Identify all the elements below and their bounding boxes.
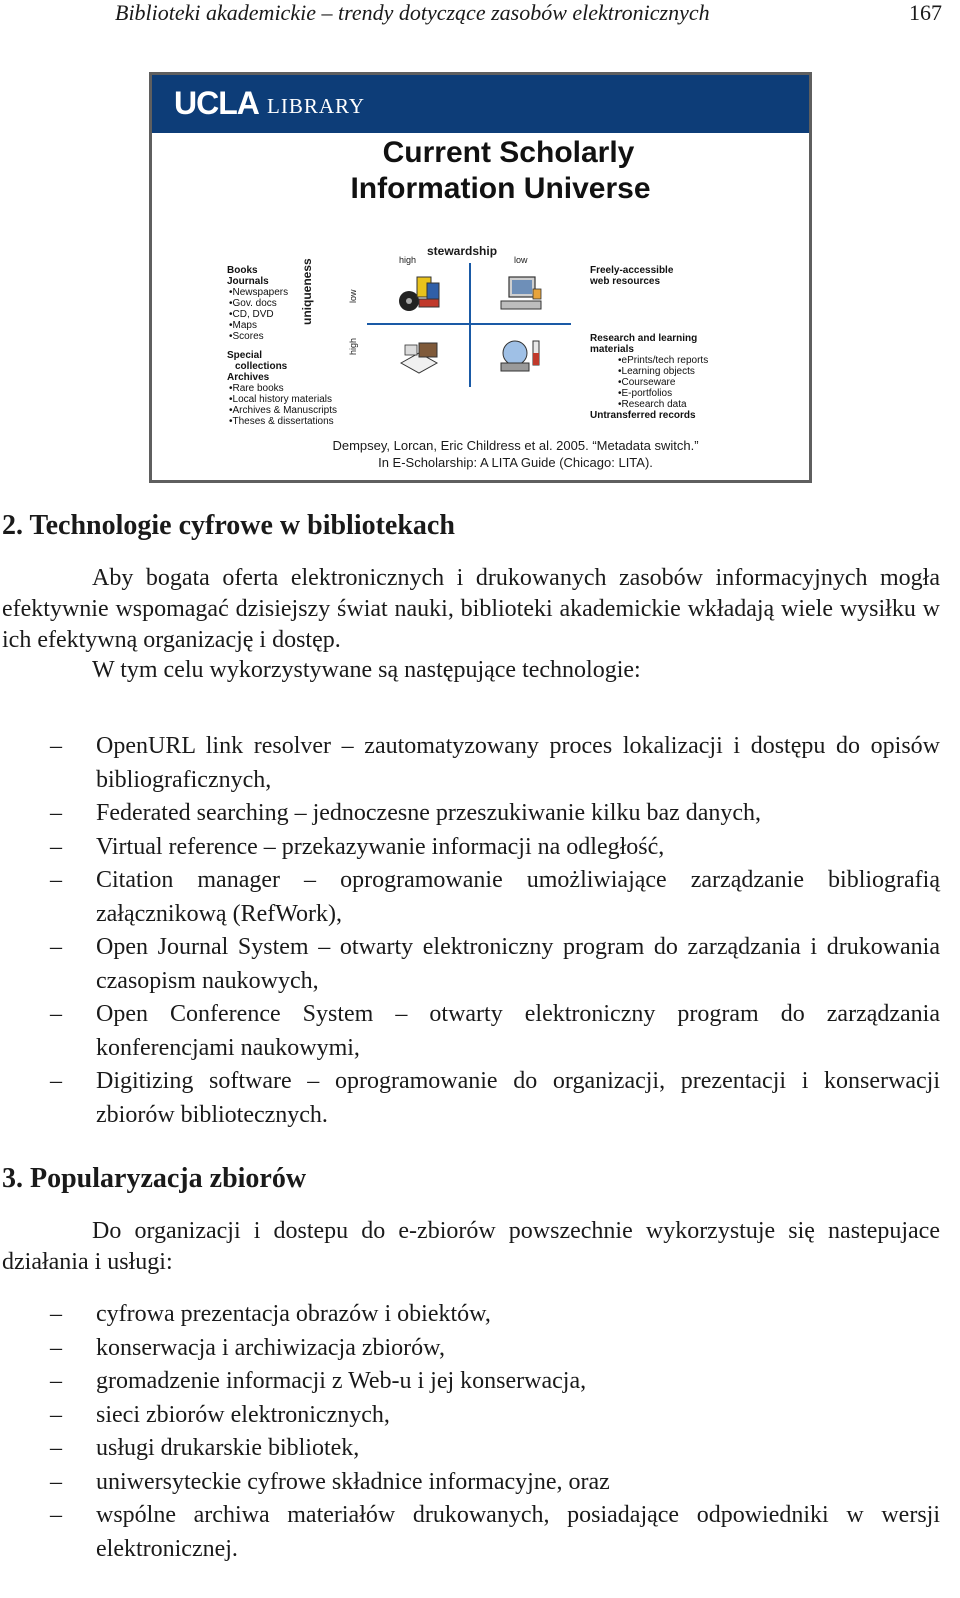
stewardship-label: stewardship xyxy=(427,244,498,258)
list-item: •Newspapers xyxy=(229,287,289,298)
list-dash: – xyxy=(50,1001,62,1027)
list-item-text: Federated searching – jednoczesne przeszukiwanie kilku baz danych, xyxy=(96,800,762,826)
section2-heading: 2. Technologie cyfrowe w bibliotekach xyxy=(2,510,455,541)
list-item: •Maps xyxy=(229,320,257,331)
stewardship-low: low xyxy=(514,255,528,265)
grid-vertical-line xyxy=(469,263,471,387)
services-list xyxy=(0,1298,940,1566)
slide-title-line2: Information Universe xyxy=(350,172,651,205)
list-item: •Research data xyxy=(618,399,687,410)
list-item: •Theses & dissertations xyxy=(229,416,334,427)
right-group2-title2: materials xyxy=(590,344,634,355)
list-item-text: Digitizing software – oprogramowanie do organizacji, prezentacji i konserwacji zbiorów bibliotecznych. xyxy=(96,1068,940,1128)
list-item: •Local history materials xyxy=(229,394,332,405)
citation-line1: Dempsey, Lorcan, Eric Childress et al. 2005. “Metadata switch.” xyxy=(332,438,699,453)
list-dash: – xyxy=(50,833,62,860)
left-group2-title3: Archives xyxy=(227,372,270,383)
list-item: •ePrints/tech reports xyxy=(618,355,709,366)
list-item-text: usługi drukarskie bibliotek, xyxy=(96,1435,360,1461)
slide-title xyxy=(152,135,809,207)
section3-paragraph: Do organizacji i dostepu do e-zbiorów powszechnie wykorzystuje się nastepujace działania i usługi: xyxy=(2,1218,940,1275)
list-item: •E-portfolios xyxy=(618,388,673,399)
uniqueness-high: high xyxy=(348,337,358,355)
list-item: •Scores xyxy=(229,331,264,342)
list-item: •CD, DVD xyxy=(229,309,274,320)
left-group2-title2: collections xyxy=(235,361,288,372)
list-dash: – xyxy=(50,800,62,826)
left-resource-list xyxy=(227,265,347,427)
list-item xyxy=(0,931,940,998)
list-item-text: gromadzenie informacji z Web-u i jej konserwacja, xyxy=(96,1368,587,1394)
right-resource-list-bottom xyxy=(590,333,770,421)
right-group2-footer: Untransferred records xyxy=(590,410,696,421)
list-item: •Learning objects xyxy=(618,366,695,377)
figure-citation xyxy=(152,437,809,471)
list-item-text: OpenURL link resolver – zautomatyzowany proces lokalizacji i dostępu do opisów bibliograficznych, xyxy=(96,733,940,793)
list-item: •Archives & Manuscripts xyxy=(229,405,337,416)
list-item-text: sieci zbiorów elektronicznych, xyxy=(96,1401,390,1428)
grid-horizontal-line xyxy=(367,323,571,325)
computer-icon xyxy=(497,275,545,315)
citation-line2: In E-Scholarship: A LITA Guide (Chicago: LITA). xyxy=(378,455,653,470)
list-item xyxy=(0,1298,940,1332)
list-item: •Gov. docs xyxy=(229,298,277,309)
quadrant-grid xyxy=(367,263,571,387)
section3-heading: 3. Popularyzacja zbiorów xyxy=(2,1163,307,1194)
list-dash: – xyxy=(50,1068,62,1094)
list-item-text: cyfrowa prezentacja obrazów i obiektów, xyxy=(96,1301,491,1327)
list-item xyxy=(0,1332,940,1366)
list-item xyxy=(0,797,940,831)
books-and-media-icon xyxy=(397,273,445,313)
list-dash: – xyxy=(50,867,62,893)
technology-list xyxy=(0,730,940,1132)
list-item xyxy=(0,1499,940,1566)
list-item: •Courseware xyxy=(618,377,676,388)
list-item-text: Open Conference System – otwarty elektroniczny program do zarządzania konferencjami naukowymi, xyxy=(96,1001,940,1061)
library-logo-text: LIBRARY xyxy=(267,94,366,118)
ucla-logo: UCLA xyxy=(174,85,259,121)
list-item xyxy=(0,998,940,1065)
page-number: 167 xyxy=(909,0,942,25)
list-item xyxy=(0,730,940,797)
list-item xyxy=(0,864,940,931)
list-dash: – xyxy=(50,1401,62,1428)
list-item: •Rare books xyxy=(229,383,284,394)
research-equipment-icon xyxy=(497,335,545,375)
right-group2-title1: Research and learning xyxy=(590,333,698,344)
right-group1-title1: Freely-accessible xyxy=(590,265,674,276)
figure-slide xyxy=(149,72,812,483)
slide-banner xyxy=(152,75,809,133)
list-item-text: uniwersyteckie cyfrowe składnice informacyjne, oraz xyxy=(96,1468,610,1495)
list-item xyxy=(0,1365,940,1399)
list-dash: – xyxy=(50,1301,62,1327)
list-dash: – xyxy=(50,733,62,759)
uniqueness-low: low xyxy=(348,289,358,303)
left-group2-items xyxy=(227,383,347,427)
list-item-text: Virtual reference – przekazywanie informacji na odległość, xyxy=(96,833,665,860)
section2-intro: W tym celu wykorzystywane są następujące technologie: xyxy=(92,657,641,683)
list-dash: – xyxy=(50,1502,62,1528)
left-group1-title1: Books xyxy=(227,265,258,276)
list-item-text: Citation manager – oprogramowanie umożliwiające zarządzanie bibliografią załącznikową (RefWork), xyxy=(96,867,940,927)
left-group1-items xyxy=(227,287,347,342)
list-item xyxy=(0,1399,940,1433)
section2-paragraph: Aby bogata oferta elektronicznych i drukowanych zasobów informacyjnych mogła efektywnie wspomagać dzisiejszy świat nauki, biblioteki akademickie wkładają wiele wysiłku w ich efektywną organizację i dostęp. xyxy=(2,565,940,653)
list-dash: – xyxy=(50,1368,62,1394)
list-dash: – xyxy=(50,934,62,960)
documents-icon xyxy=(397,337,445,377)
right-group1-title2: web resources xyxy=(590,276,661,287)
list-item xyxy=(0,831,940,865)
list-item-text: konserwacja i archiwizacja zbiorów, xyxy=(96,1334,445,1361)
list-item xyxy=(0,1065,940,1132)
list-item-text: Open Journal System – otwarty elektroniczny program do zarządzania i drukowania czasopism naukowych, xyxy=(96,934,940,994)
left-group2-title1: Special xyxy=(227,350,263,361)
list-item-text: wspólne archiwa materiałów drukowanych, posiadające odpowiedniki w wersji elektronicznej. xyxy=(96,1502,940,1562)
stewardship-high: high xyxy=(399,255,417,265)
running-header xyxy=(0,0,960,28)
slide-title-line1: Current Scholarly xyxy=(382,136,635,169)
list-dash: – xyxy=(50,1334,62,1361)
right-group2-items xyxy=(590,355,770,410)
running-header-title: Biblioteki akademickie – trendy dotyczące zasobów elektronicznych xyxy=(115,0,710,25)
right-resource-list-top xyxy=(590,265,770,287)
list-dash: – xyxy=(50,1435,62,1461)
left-group1-title2: Journals xyxy=(227,276,269,287)
list-item xyxy=(0,1466,940,1500)
list-dash: – xyxy=(50,1468,62,1495)
list-item xyxy=(0,1432,940,1466)
uniqueness-label: uniqueness xyxy=(300,258,314,325)
